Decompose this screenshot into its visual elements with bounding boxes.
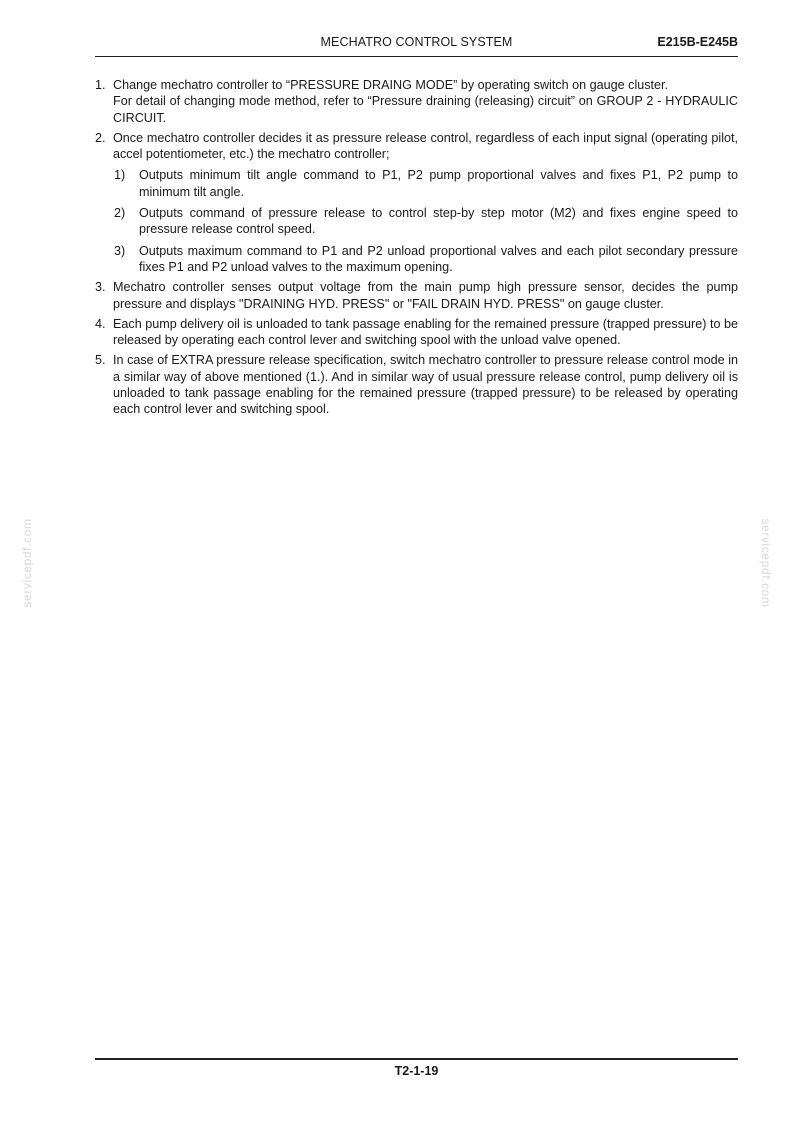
- document-body: [95, 77, 738, 422]
- step-item: [95, 352, 738, 417]
- step-number: 4.: [95, 316, 106, 331]
- substep-text: Outputs maximum command to P1 and P2 unload proportional valves and each pilot secondary pressure fixes P1 and P2 unload valves to the maximum opening.: [139, 243, 738, 274]
- step-item: [95, 316, 738, 349]
- header-title: MECHATRO CONTROL SYSTEM: [320, 35, 513, 49]
- substep-number: 1): [114, 168, 126, 183]
- step-item: [95, 279, 738, 312]
- substep-item: [113, 167, 738, 200]
- step-item: [95, 77, 738, 126]
- page-number: T2-1-19: [394, 1064, 439, 1078]
- substep-number: 2): [114, 206, 126, 221]
- step-number: 5.: [95, 353, 106, 368]
- step-number: 1.: [95, 78, 106, 92]
- substep-text: Outputs minimum tilt angle command to P1, P2 pump proportional valves and fixes P1, P2 pump to minimum tilt angle.: [139, 168, 738, 199]
- step-number: 3.: [95, 280, 106, 295]
- step-text: Once mechatro controller decides it as pressure release control, regardless of each input signal (operating pilot, accel potentiometer, etc.) the mechatro controller;: [113, 130, 738, 162]
- step-text: Change mechatro controller to “PRESSURE DRAING MODE” by operating switch on gauge cluster.: [113, 78, 669, 92]
- step-item: [95, 130, 738, 275]
- substep-text: Outputs command of pressure release to control step-by step motor (M2) and fixes engine speed to pressure release control speed.: [139, 206, 738, 237]
- watermark-right: servicepdf.com: [759, 518, 773, 608]
- step-text: In case of EXTRA pressure release specification, switch mechatro controller to pressure release control mode in a similar way of above mentioned (1.). And in similar way of usual pressure release control, pump delivery oil is unloaded to tank passage enabling for the remained pressure (trapped pressure) to be released by operating each control lever and switching spool.: [113, 353, 738, 417]
- substep-item: [113, 243, 738, 276]
- substep-number: 3): [114, 243, 126, 258]
- step-text: For detail of changing mode method, refer to “Pressure draining (releasing) circuit” on GROUP 2 - HYDRAULIC CIRCUIT.: [113, 94, 738, 125]
- step-text: Mechatro controller senses output voltage from the main pump high pressure sensor, decides the pump pressure and displays "DRAINING HYD. PRESS" or "FAIL DRAIN HYD. PRESS" on gauge cluster.: [113, 280, 738, 311]
- footer-divider: [95, 1058, 738, 1060]
- procedure-steps: [95, 77, 738, 418]
- watermark-left: servicepdf.com: [20, 518, 34, 608]
- header-model-code: E215B-E245B: [657, 35, 738, 49]
- substep-list: [113, 167, 738, 275]
- page-header: [95, 34, 738, 57]
- step-text: Each pump delivery oil is unloaded to tank passage enabling for the remained pressure (trapped pressure) to be released by operating each control lever and switching spool with the unload valve opened.: [113, 316, 738, 348]
- step-number: 2.: [95, 130, 106, 145]
- substep-item: [113, 205, 738, 238]
